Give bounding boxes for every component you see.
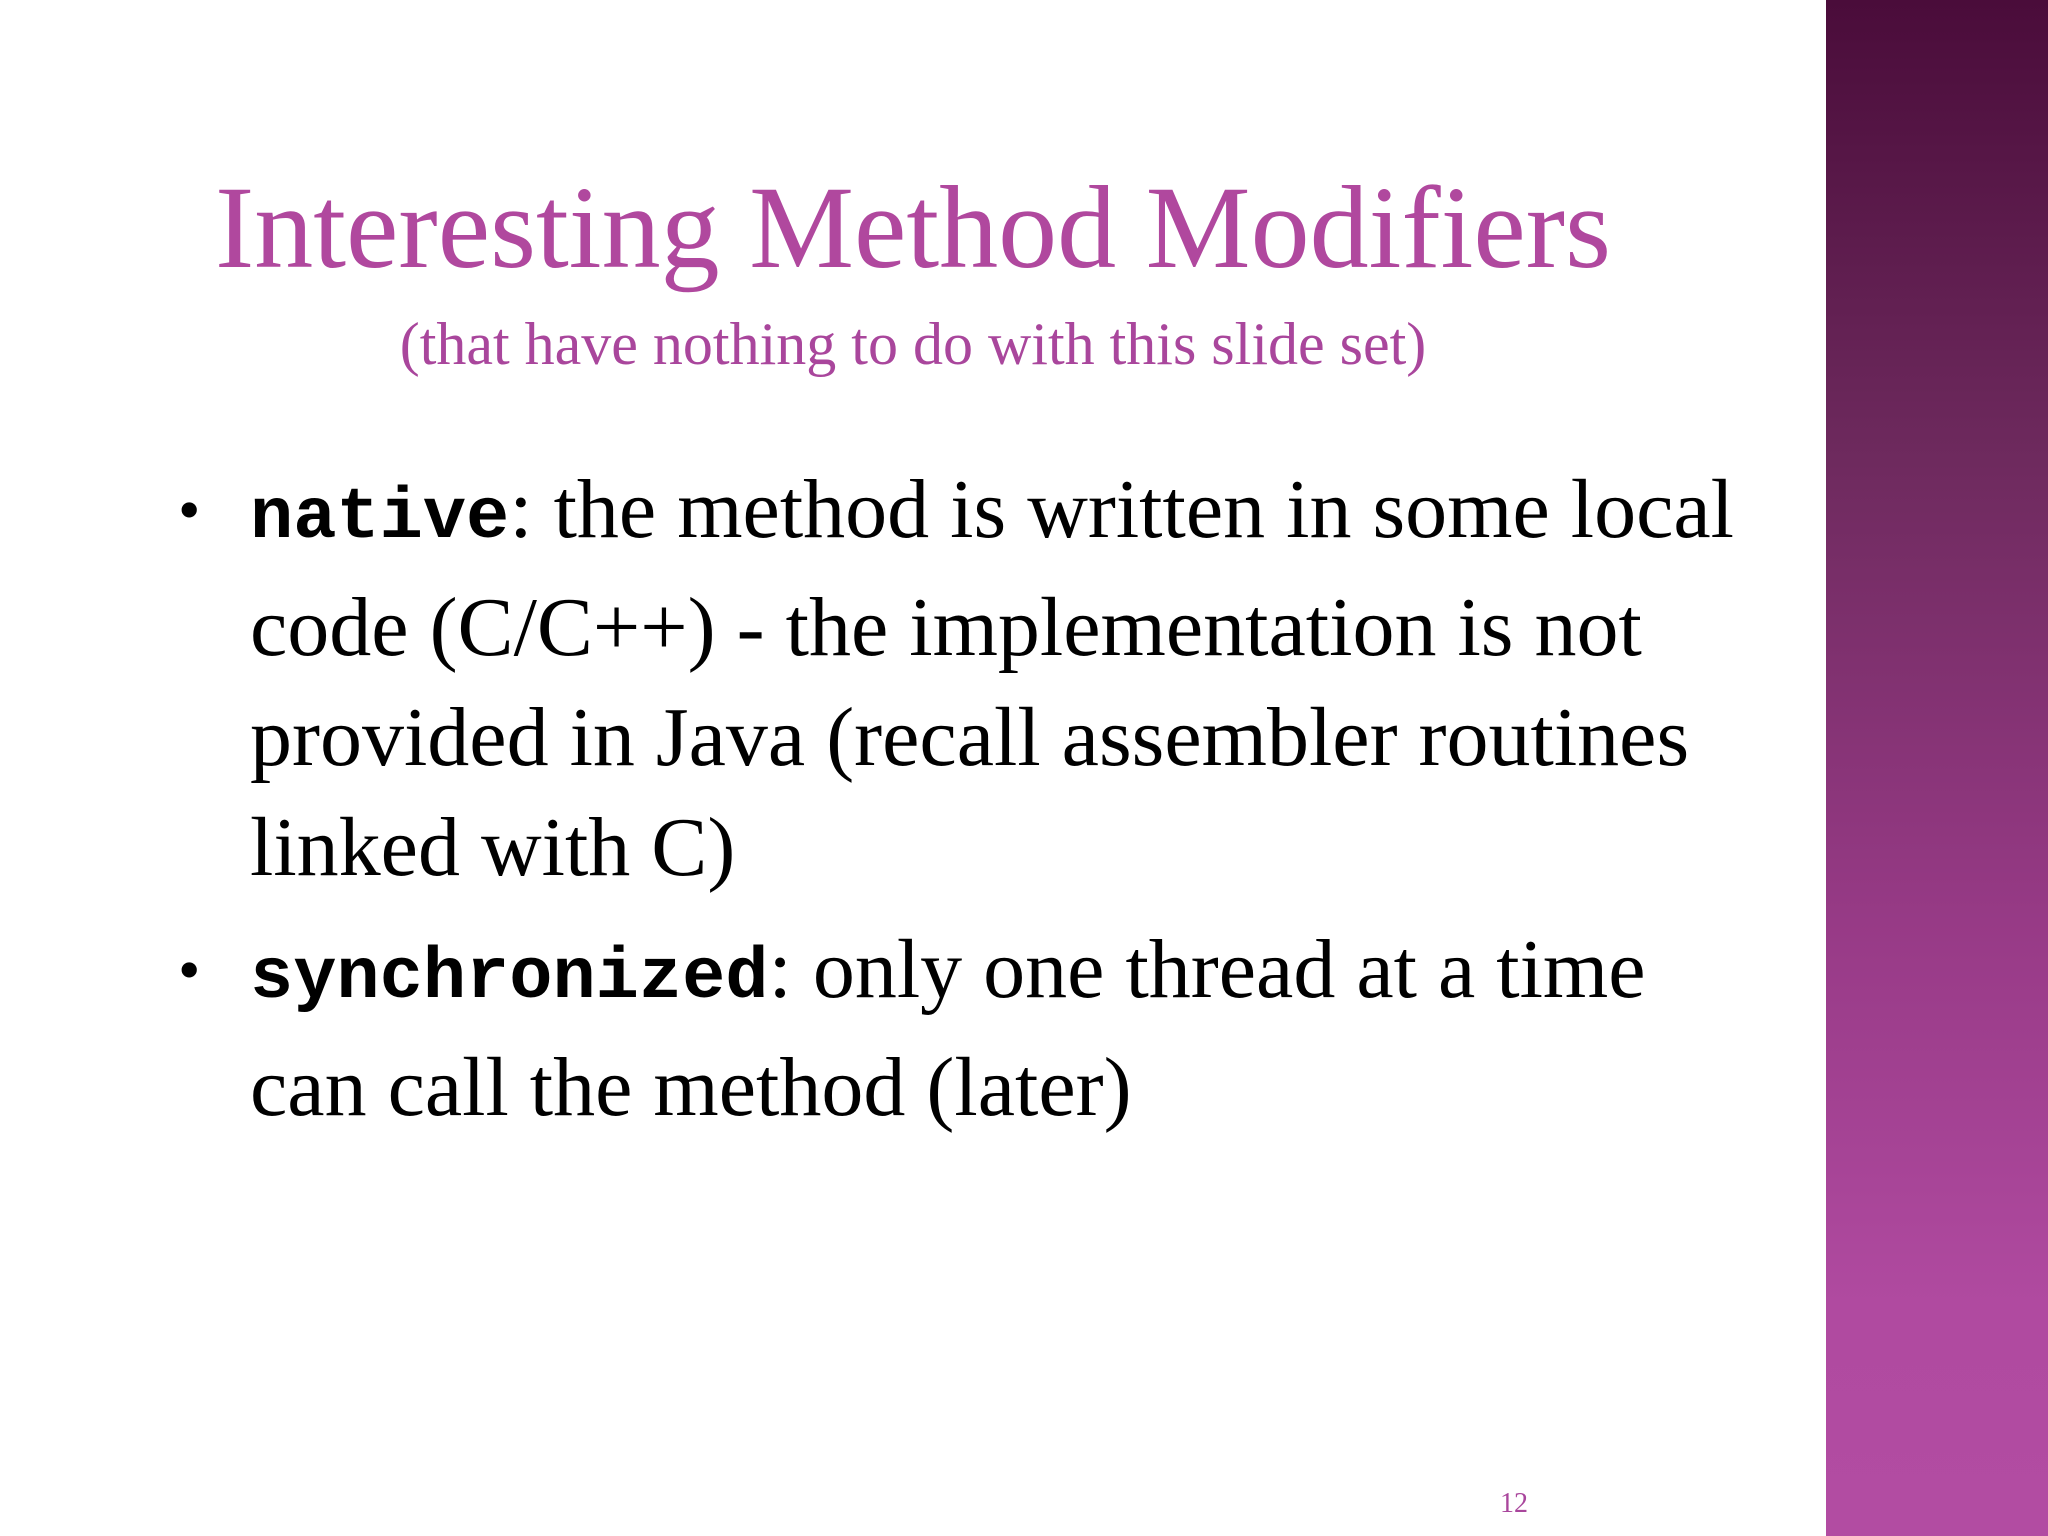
bullet-text: : only one thread at a time	[768, 923, 1646, 1016]
bullet-line: code (C/C++) - the implementation is not	[250, 581, 1642, 674]
slide-title: Interesting Method Modifiers	[214, 162, 1612, 293]
page-number: 12	[1500, 1488, 1528, 1519]
bullet-dot-icon: •	[178, 474, 201, 545]
code-keyword: native	[250, 477, 510, 559]
bullet-line: provided in Java (recall assembler routines	[250, 691, 1690, 784]
bullet-line	[250, 455, 1890, 573]
code-keyword: synchronized	[250, 937, 769, 1019]
bullet-item-synchronized	[178, 915, 1890, 1143]
bullet-text: : the method is written in some local	[509, 463, 1735, 556]
slide-subtitle: (that have nothing to do with this slide set)	[399, 311, 1427, 377]
bullet-line: linked with C)	[250, 801, 736, 894]
bullet-line	[250, 915, 1890, 1033]
bullet-dot-icon: •	[178, 934, 201, 1005]
bullet-item-native	[178, 455, 1890, 903]
bullet-line: can call the method (later)	[250, 1041, 1132, 1134]
